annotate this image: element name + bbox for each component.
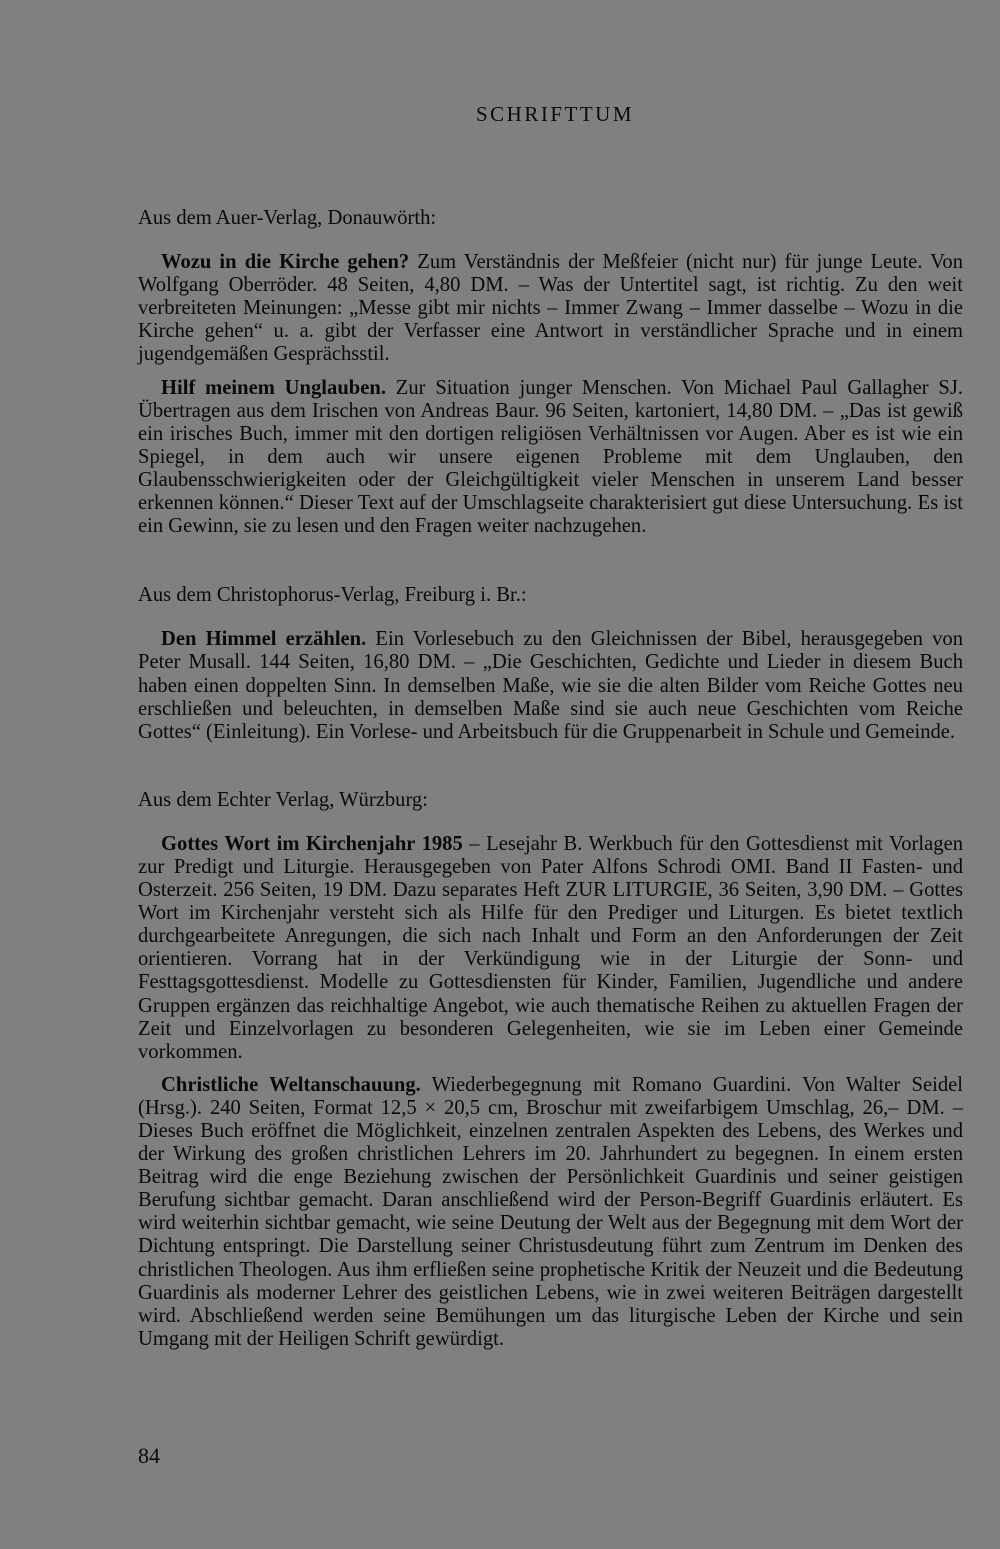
book-title: Gottes Wort im Kirchenjahr 1985: [161, 832, 463, 855]
review-entry: [138, 251, 963, 366]
book-title: Christliche Weltanschauung.: [161, 1073, 421, 1096]
section-christophorus-verlag: [138, 584, 963, 744]
page-body: [138, 207, 963, 1361]
review-entry: [138, 628, 963, 743]
section-spacer: [138, 754, 963, 789]
publisher-heading: Aus dem Auer-Verlag, Donauwörth:: [138, 207, 437, 229]
book-title: Hilf meinem Unglauben.: [161, 376, 386, 399]
review-text: Ein Vorlesebuch zu den Gleichnissen der Bibel, herausgegeben von Peter Musall. 144 Seiten, 16,80 DM. – „Die Geschichten, Gedichte und Lieder in diesem Buch haben einen doppelten Sinn. In demselben Maße, wie sie die alten Bilder vom Reiche Gottes neu erschließen und beleuchten, in demselben Maße sind sie auch neue Geschichten vom Reiche Gottes“ (Einleitung). Ein Vorlese- und Arbeitsbuch für die Gruppenarbeit in Schule und Gemeinde.: [138, 628, 964, 743]
publisher-heading: Aus dem Christophorus-Verlag, Freiburg i. Br.:: [138, 584, 527, 607]
section-auer-verlag: [138, 207, 963, 538]
review-entry: [138, 833, 963, 1064]
review-text: Zur Situation junger Menschen. Von Michael Paul Gallagher SJ. Übertragen aus dem Irischen von Andreas Baur. 96 Seiten, kartoniert, 14,80 DM. – „Das ist gewiß ein irisches Buch, immer mit den dortigen religiösen Verhältnissen vor Augen. Aber es ist wie ein Spiegel, in dem auch wir unsere eigenen Probleme mit dem Unglauben, den Glaubensschwierigkeiten oder der Gleichgültigkeit vieler Menschen in unserem Land besser erkennen können.“ Dieser Text auf der Umschlagseite charakterisiert gut diese Untersuchung. Es ist ein Gewinn, sie zu lesen und den Fragen weiter nachzugehen.: [138, 376, 964, 538]
section-spacer: [138, 548, 963, 584]
review-entry: [138, 1074, 963, 1351]
review-text: – Lesejahr B. Werkbuch für den Gottesdienst mit Vorlagen zur Predigt und Liturgie. Herausgegeben von Pater Alfons Schrodi OMI. Band II Fasten- und Osterzeit. 256 Seiten, 19 DM. Dazu separates Heft ZUR LITURGIE, 36 Seiten, 3,90 DM. – Gottes Wort im Kirchenjahr versteht sich als Hilfe für den Prediger und Liturgen. Es bietet textlich durchgearbeitete Anregungen, die sich nach Inhalt und Form an den Anforderungen der Zeit orientieren. Vorrang hat in der Verkündigung wie in der Liturgie der Sonn- und Festtagsgottesdienst. Modelle zu Gottesdiensten für Kinder, Familien, Jugendliche und andere Gruppen ergänzen das reichhaltige Angebot, wie auch thematische Reihen zu aktuellen Fragen der Zeit und Einzelvorlagen zu besonderen Gelegenheiten, wie sie im Leben einer Gemeinde vorkommen.: [138, 832, 964, 1063]
book-title: Den Himmel erzählen.: [161, 628, 367, 651]
publisher-heading: Aus dem Echter Verlag, Würzburg:: [138, 788, 428, 811]
review-text: Wiederbegegnung mit Romano Guardini. Von Walter Seidel (Hrsg.). 240 Seiten, Format 12,5 × 20,5 cm, Broschur mit zweifarbigem Umschlag, 26,– DM. – Dieses Buch eröffnet die Möglichkeit, einzelnen zentralen Aspekten des Lebens, des Werkes und der Wirkung des großen christlichen Lehrers im 20. Jahrhundert zu begegnen. In einem ersten Beitrag wird die enge Beziehung zwischen der Persönlichkeit Guardinis und seiner geistigen Berufung sichtbar gemacht. Daran anschließend wird der Person-Begriff Guardinis erläutert. Es wird weiterhin sichtbar gemacht, wie seine Deutung der Welt aus der Begegnung mit dem Wort der Dichtung entspringt. Die Darstellung seiner Christusdeutung führt zum Zentrum im Denken des christlichen Theologen. Aus ihm erfließen seine prophetische Kritik der Neuzeit und die Bedeutung Guardinis als moderner Lehrer des geistlichen Lebens, wie in zwei weiteren Beiträgen dargestellt wird. Abschließend werden seine Bemühungen um das liturgische Leben der Kirche und sein Umgang mit der Heiligen Schrift gewürdigt.: [138, 1073, 963, 1350]
book-title: Wozu in die Kirche gehen?: [161, 251, 410, 274]
review-entry: [138, 377, 963, 539]
review-text: Zum Verständnis der Meßfeier (nicht nur) für junge Leute. Von Wolfgang Oberröder. 48 Seiten, 4,80 DM. – Was der Untertitel sagt, ist richtig. Zu den weit verbreiteten Meinungen: „Messe gibt mir nichts – Immer Zwang – Immer dasselbe – Wozu in die Kirche gehen“ u. a. gibt der Verfasser eine Antwort in verständlicher Sprache und in einem jugendgemäßen Gesprächsstil.: [138, 251, 963, 366]
page-number: 84: [138, 1443, 160, 1468]
section-echter-verlag: [138, 789, 963, 1351]
page-title: SCHRIFTTUM: [475, 102, 635, 126]
